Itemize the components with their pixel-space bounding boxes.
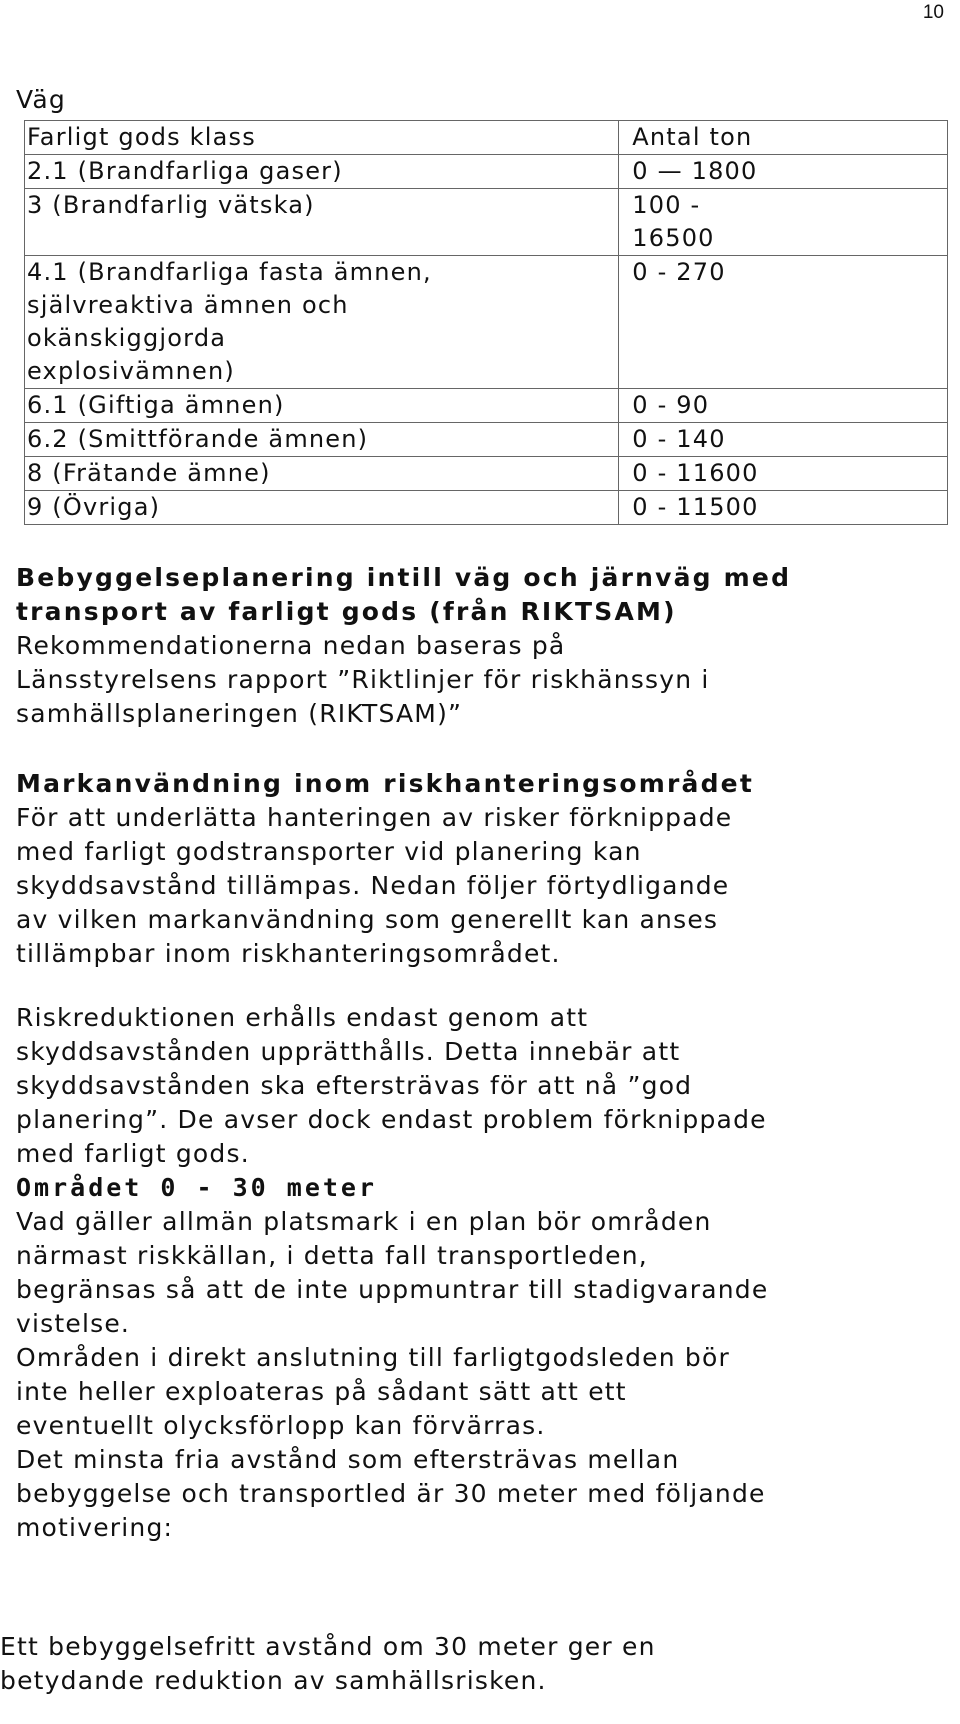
section-riktsam — [16, 561, 946, 731]
paragraph-line: skyddsavstånden ska eftersträvas för att nå ”god — [16, 1071, 693, 1100]
section-heading-vag: Väg — [16, 85, 66, 114]
table-row — [25, 389, 948, 423]
paragraph-line: eventuellt olycksförlopp kan förvärras. — [16, 1411, 546, 1440]
table-header-row — [25, 121, 948, 155]
table-cell-tons: 0 - 140 — [619, 423, 948, 457]
table-cell-tons: 0 - 90 — [619, 389, 948, 423]
section-markanvandning — [16, 767, 946, 971]
paragraph-line: begränsas så att de inte uppmuntrar till stadigvarande — [16, 1275, 769, 1304]
paragraph-line: Rekommendationerna nedan baseras på — [16, 631, 566, 660]
paragraph-line: bebyggelse och transportled är 30 meter med följande — [16, 1479, 766, 1508]
paragraph-line: Riskreduktionen erhålls endast genom att — [16, 1003, 589, 1032]
table-row — [25, 423, 948, 457]
section-final — [0, 1630, 950, 1698]
table-cell-tons: 0 - 270 — [619, 256, 948, 389]
paragraph-line: med farligt godstransporter vid planering kan — [16, 837, 642, 866]
paragraph-line: motivering: — [16, 1513, 174, 1542]
table-row — [25, 457, 948, 491]
section-heading-bebyggelseplanering: Bebyggelseplanering intill väg och järnväg med transport av farligt gods (från RIKTSAM) — [16, 563, 792, 626]
table-cell-class: 3 (Brandfarlig vätska) — [25, 189, 619, 256]
paragraph-line: skyddsavstånd tillämpas. Nedan följer förtydligande — [16, 871, 730, 900]
section-riskreduktion — [16, 1001, 946, 1171]
table-cell-tons: 0 — 1800 — [619, 155, 948, 189]
paragraph-line: inte heller exploateras på sådant sätt att ett — [16, 1377, 627, 1406]
paragraph-line: med farligt gods. — [16, 1139, 250, 1168]
table-row — [25, 189, 948, 256]
section-heading-markanvandning: Markanvändning inom riskhanteringsområdet — [16, 769, 754, 798]
section-omradet-0-30 — [16, 1171, 946, 1545]
paragraph-line: samhällsplaneringen (RIKTSAM)” — [16, 699, 463, 728]
table-cell-class: 6.2 (Smittförande ämnen) — [25, 423, 619, 457]
paragraph-line: närmast riskkällan, i detta fall transportleden, — [16, 1241, 648, 1270]
table-cell-tons: 100 - 16500 — [619, 189, 948, 256]
paragraph-line: Det minsta fria avstånd som eftersträvas mellan — [16, 1445, 680, 1474]
dangerous-goods-table — [24, 120, 948, 525]
table-cell-tons: 0 - 11600 — [619, 457, 948, 491]
paragraph-line: planering”. De avser dock endast problem förknippade — [16, 1105, 767, 1134]
table-cell-class: 8 (Frätande ämne) — [25, 457, 619, 491]
paragraph-line: tillämpbar inom riskhanteringsområdet. — [16, 939, 561, 968]
paragraph-line: Områden i direkt anslutning till farligtgodsleden bör — [16, 1343, 730, 1372]
table-cell-tons: 0 - 11500 — [619, 491, 948, 525]
table-row — [25, 491, 948, 525]
table-cell-class: 6.1 (Giftiga ämnen) — [25, 389, 619, 423]
document-body — [16, 84, 946, 1545]
paragraph-line: av vilken markanvändning som generellt kan anses — [16, 905, 719, 934]
table-row — [25, 155, 948, 189]
paragraph-line: betydande reduktion av samhällsrisken. — [0, 1666, 547, 1695]
page-number: 10 — [922, 2, 944, 23]
paragraph-line: För att underlätta hanteringen av risker förknippade — [16, 803, 733, 832]
table-cell-class: 9 (Övriga) — [25, 491, 619, 525]
paragraph-line: Länsstyrelsens rapport ”Riktlinjer för riskhänssyn i — [16, 665, 710, 694]
table-header-class: Farligt gods klass — [25, 121, 619, 155]
table-cell-class: 4.1 (Brandfarliga fasta ämnen, självreaktiva ämnen och okänskiggjorda explosivämnen) — [25, 256, 619, 389]
paragraph-line: Vad gäller allmän platsmark i en plan bör områden — [16, 1207, 712, 1236]
paragraph-line: Ett bebyggelsefritt avstånd om 30 meter ger en — [0, 1632, 656, 1661]
section-heading-omradet: Området 0 - 30 meter — [16, 1173, 378, 1202]
paragraph-line: skyddsavstånden upprätthålls. Detta innebär att — [16, 1037, 681, 1066]
table-header-tons: Antal ton — [619, 121, 948, 155]
table-cell-class: 2.1 (Brandfarliga gaser) — [25, 155, 619, 189]
table-row — [25, 256, 948, 389]
paragraph-line: vistelse. — [16, 1309, 131, 1338]
